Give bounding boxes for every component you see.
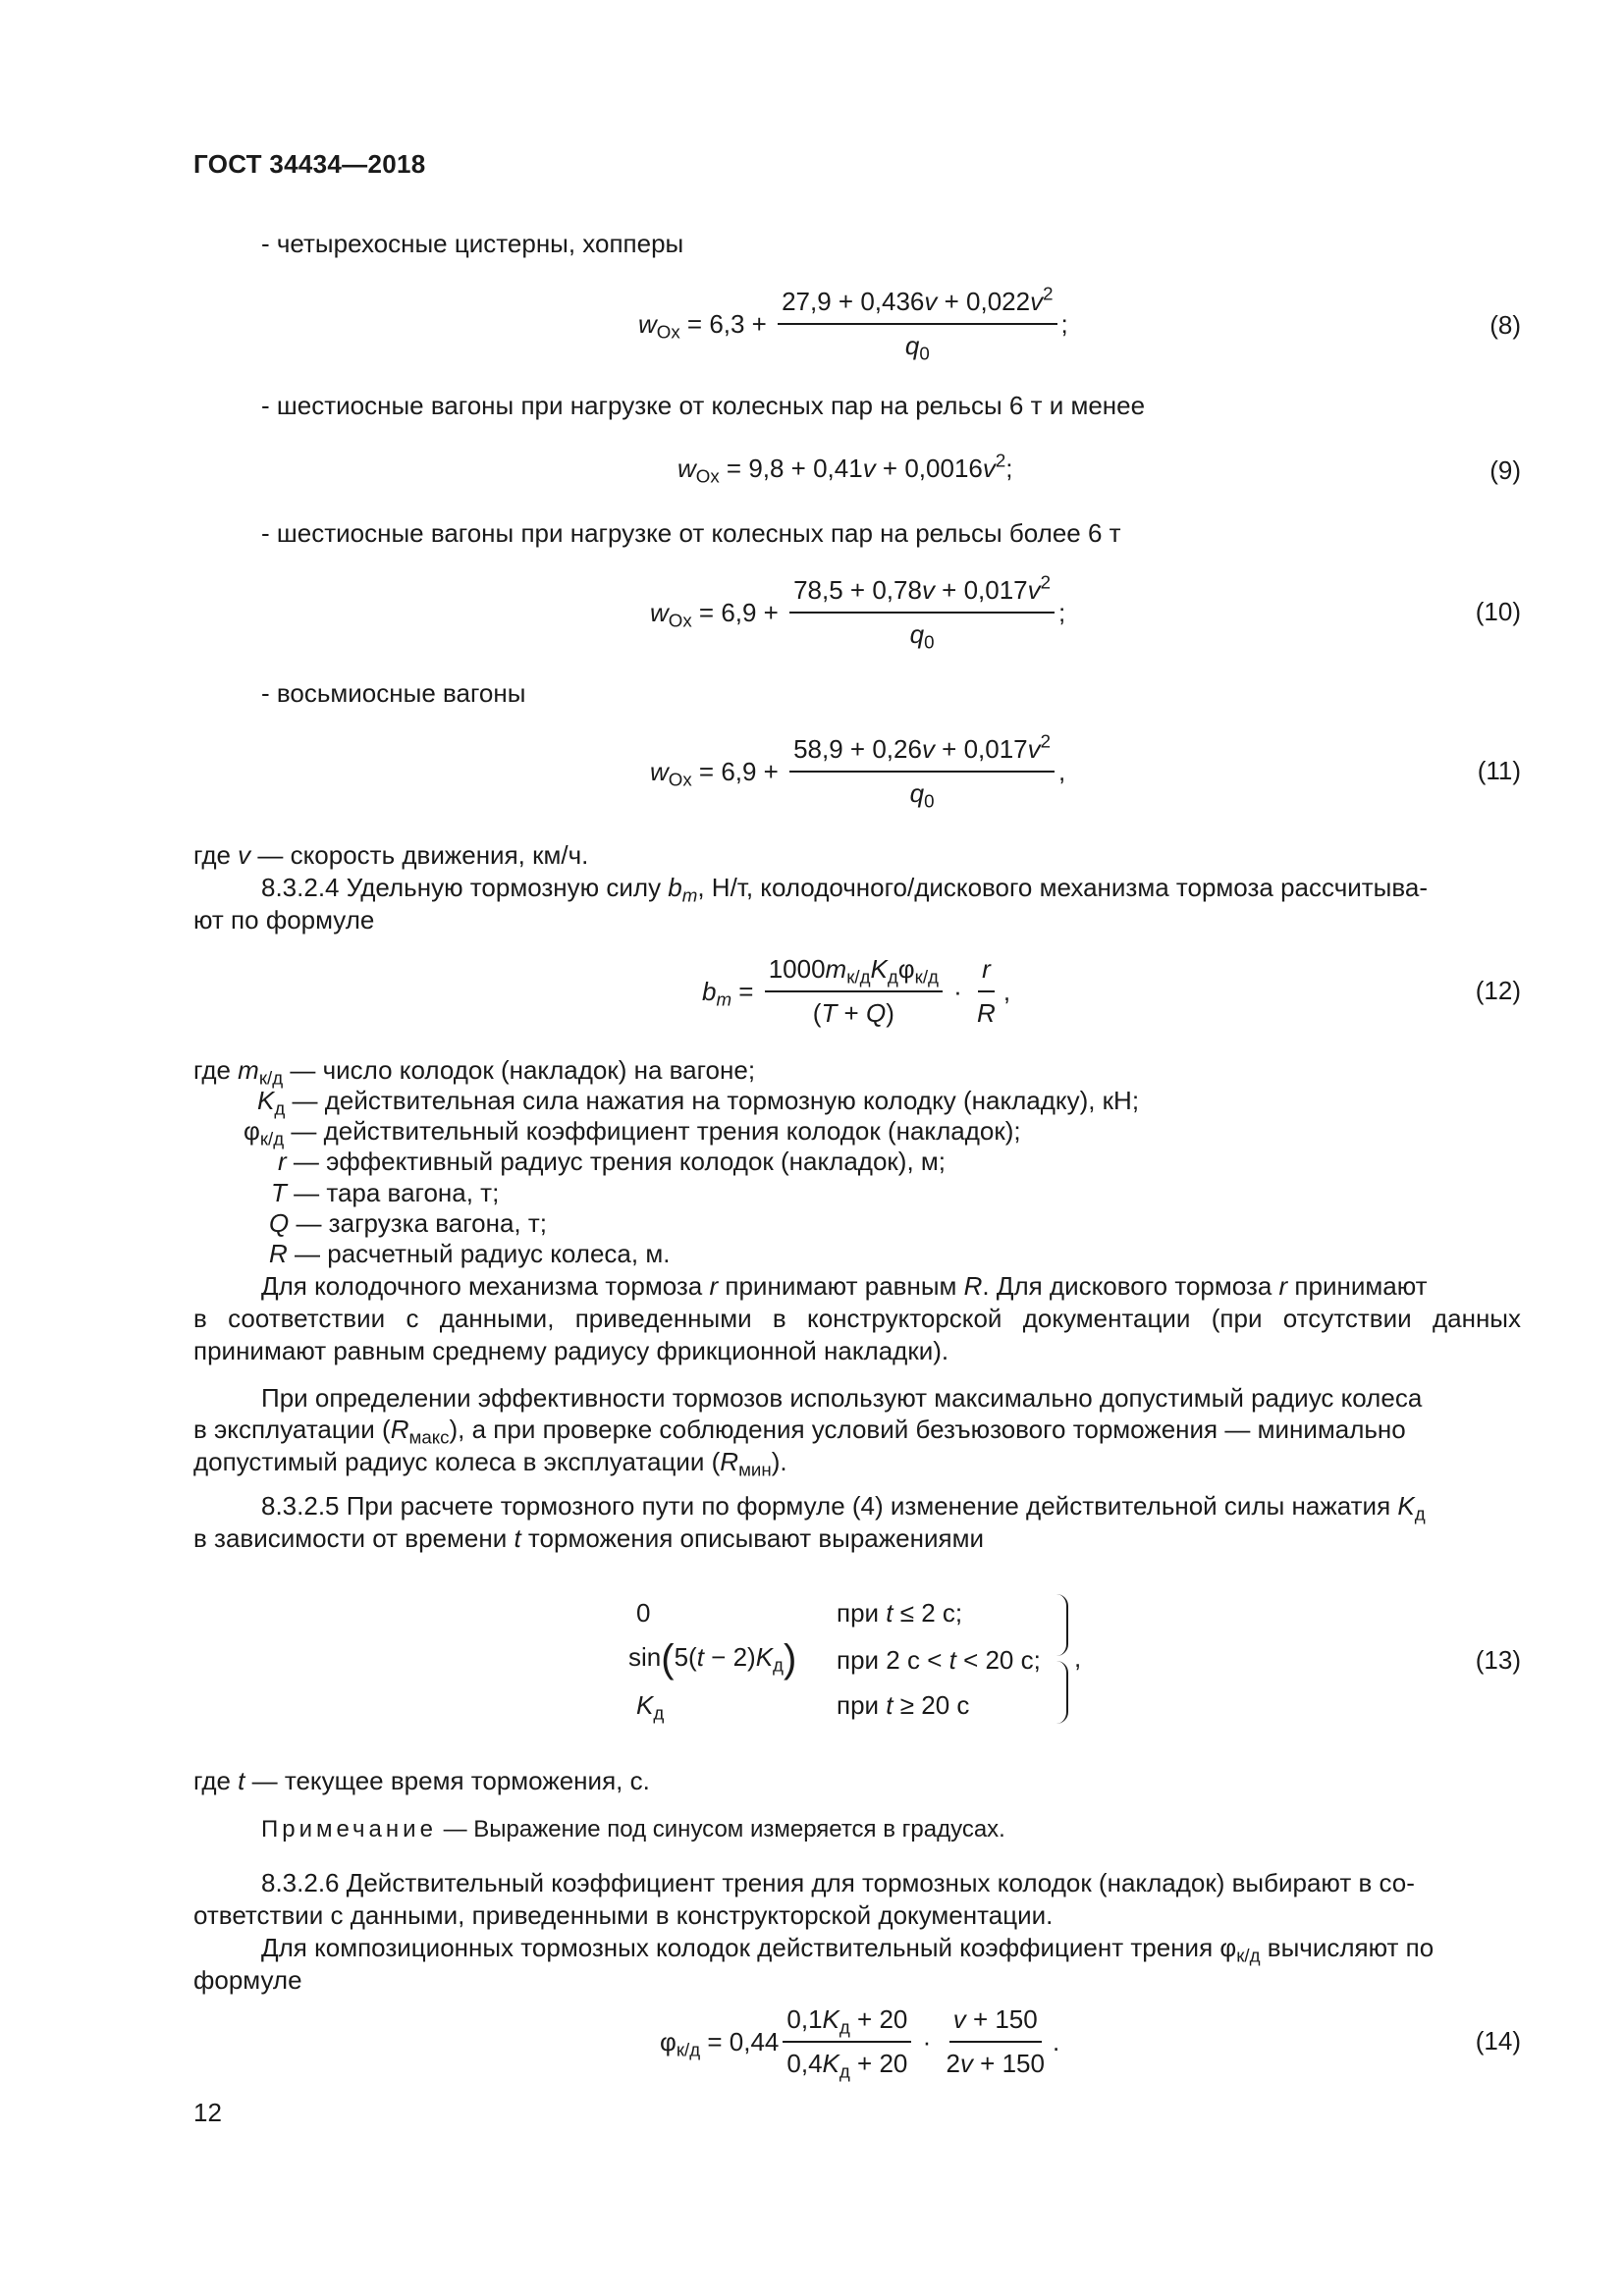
equation-number-8: (8) bbox=[1489, 310, 1521, 340]
paragraph-8-3-2-4-line1: 8.3.2.4 Удельную тормозную силу $b_m$, Н/т, колодочного/дискового механизма тормоза рассчитыва- bbox=[261, 873, 1429, 906]
paragraph-r-line2: в соответствии с данными, приведенными в конструкторской документации (при отсутствии данных bbox=[193, 1304, 1521, 1333]
paragraph-r-line3: принимают равным среднему радиусу фрикционной накладки). bbox=[193, 1336, 949, 1365]
paragraph-8-3-2-6-line2: ответствии с данными, приведенными в конструкторской документации. bbox=[193, 1900, 1054, 1930]
paragraph-8-3-2-4-line2: ют по формуле bbox=[193, 905, 375, 934]
note-label: Примечание bbox=[261, 1816, 437, 1842]
equation-number-9: (9) bbox=[1489, 455, 1521, 485]
document-header: ГОСТ 34434—2018 bbox=[193, 149, 426, 179]
where-v: где v — скорость движения, км/ч. bbox=[193, 840, 589, 870]
item-six-axle-le6: - шестиосные вагоны при нагрузке от колесных пар на рельсы 6 т и менее bbox=[261, 391, 1146, 420]
where-R: R — расчетный радиус колеса, м. bbox=[269, 1239, 671, 1268]
formula-8-numerator: $27,9 + 0,436v + 0,022v^2$ bbox=[782, 283, 1054, 316]
where-phi: $\varphi_{к/д}$ — действительный коэффициент трения колодок (накладок); bbox=[244, 1116, 1021, 1149]
equation-number-14: (14) bbox=[1475, 2026, 1521, 2056]
formula-8: $w_{Ox}$ = 6,3 + $\frac{27,9 + 0,436v + 0,022v^2}{q_0}$ ; bbox=[638, 283, 1068, 364]
note-text: — Выражение под синусом измеряется в градусах. bbox=[436, 1816, 1005, 1842]
formula-9: $w_{Ox}$ = $9,8 + 0,41v + 0,0016v^2$; bbox=[677, 450, 1013, 487]
where-T: T — тара вагона, т; bbox=[271, 1178, 500, 1207]
paragraph-r-line1: Для колодочного механизма тормоза r принимают равным R. Для дискового тормоза r принимают bbox=[261, 1271, 1428, 1301]
where-K: $K_д$ — действительная сила нажатия на тормозную колодку (накладку), кН; bbox=[257, 1086, 1140, 1119]
formula-13-brace-bottom bbox=[1056, 1661, 1068, 1724]
formula-13-row2-expr: $\sin(5(t - 2)K_д)$ bbox=[628, 1637, 797, 1681]
formula-13-brace-top bbox=[1056, 1594, 1068, 1656]
paragraph-8-3-2-6-line1: 8.3.2.6 Действительный коэффициент трения для тормозных колодок (накладок) выбирают в со- bbox=[261, 1868, 1415, 1897]
where-t: где t — текущее время торможения, с. bbox=[193, 1766, 650, 1795]
formula-13-row1-cond: при t ≤ 2 с; bbox=[837, 1598, 963, 1628]
equation-number-10: (10) bbox=[1475, 597, 1521, 626]
item-eight-axle: - восьмиосные вагоны bbox=[261, 678, 526, 708]
formula-13-row3-cond: при t ≥ 20 с bbox=[837, 1690, 970, 1720]
where-m: где $m_{к/д}$ — число колодок (накладок) на вагоне; bbox=[193, 1055, 756, 1089]
formula-14: $\varphi_{к/д}$ = 0,44 $\frac{0,1K_д + 20}{0,4K_д + 20}$ · $\frac{v + 150}{2v + 150}$ . bbox=[660, 2004, 1060, 2082]
equation-number-12: (12) bbox=[1475, 976, 1521, 1005]
paragraph-R-line3: допустимый радиус колеса в эксплуатации $(R_{мин})$. bbox=[193, 1447, 787, 1480]
note bbox=[261, 1816, 1005, 1843]
equation-number-13: (13) bbox=[1475, 1645, 1521, 1675]
paragraph-composite-line1: Для композиционных тормозных колодок действительный коэффициент трения $\varphi_{к/д}$ вычисляют по bbox=[261, 1933, 1435, 1966]
formula-13-row2-cond: при 2 с < t < 20 с; bbox=[837, 1645, 1041, 1675]
equation-number-11: (11) bbox=[1477, 756, 1521, 785]
paragraph-R-line2: в эксплуатации $(R_{макс})$, а при проверке соблюдения условий безъюзового торможения — минимально bbox=[193, 1415, 1406, 1448]
formula-13-row1-expr: 0 bbox=[636, 1598, 651, 1628]
where-Q: Q — загрузка вагона, т; bbox=[269, 1208, 548, 1238]
paragraph-R-line1: При определении эффективности тормозов используют максимально допустимый радиус колеса bbox=[261, 1383, 1423, 1413]
page-number: 12 bbox=[193, 2098, 222, 2127]
formula-12: $b_m$ = $\frac{1000m_{к/д}K_д\varphi_{к/д}}{(T + Q)}$ · $\frac{r}{R}$ , bbox=[702, 954, 1011, 1028]
paragraph-8-3-2-5-line1: 8.3.2.5 При расчете тормозного пути по формуле (4) изменение действительной силы нажатия $K_д$ bbox=[261, 1491, 1426, 1524]
paragraph-8-3-2-5-line2: в зависимости от времени t торможения описывают выражениями bbox=[193, 1523, 984, 1553]
formula-10: $w_{Ox}$ = 6,9 + $\frac{78,5 + 0,78v + 0,017v^2}{q_0}$ ; bbox=[650, 571, 1066, 653]
formula-13-row3-expr: $K_д$ bbox=[636, 1690, 665, 1724]
item-four-axle: - четырехосные цистерны, хопперы bbox=[261, 229, 684, 258]
formula-11: $w_{Ox}$ = 6,9 + $\frac{58,9 + 0,26v + 0,017v^2}{q_0}$ , bbox=[650, 730, 1066, 812]
where-r: r — эффективный радиус трения колодок (накладок), м; bbox=[278, 1147, 947, 1176]
paragraph-composite-line2: формуле bbox=[193, 1965, 302, 1995]
item-six-axle-gt6: - шестиосные вагоны при нагрузке от колесных пар на рельсы более 6 т bbox=[261, 518, 1121, 548]
